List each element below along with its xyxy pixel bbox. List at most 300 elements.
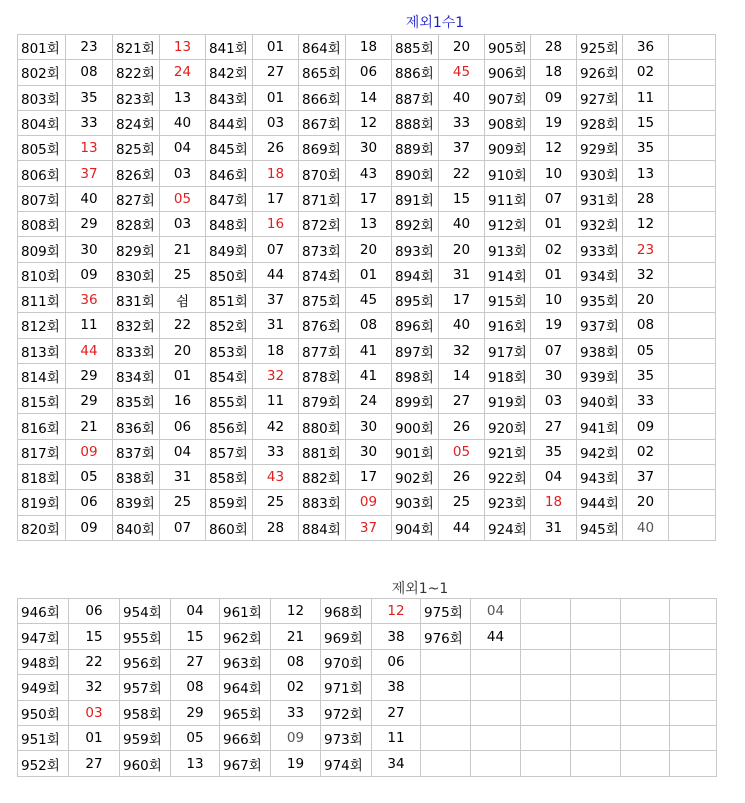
draw-round — [421, 649, 471, 674]
draw-number: 25 — [160, 262, 206, 287]
draw-number: 37 — [346, 515, 392, 540]
draw-round: 914회 — [485, 262, 531, 287]
draw-number: 15 — [171, 624, 220, 649]
draw-number: 23 — [66, 35, 113, 60]
draw-round: 874회 — [299, 262, 346, 287]
draw-number: 29 — [66, 363, 113, 388]
draw-number: 08 — [66, 60, 113, 85]
draw-round: 972회 — [321, 700, 372, 725]
draw-number: 04 — [471, 599, 521, 624]
draw-round: 890회 — [392, 161, 439, 186]
draw-round: 854회 — [206, 363, 253, 388]
draw-round — [521, 649, 571, 674]
draw-round: 947회 — [18, 624, 69, 649]
table-row — [18, 439, 716, 464]
draw-round — [421, 751, 471, 776]
empty-cell — [669, 465, 716, 490]
draw-number: 09 — [271, 725, 321, 750]
draw-number: 37 — [66, 161, 113, 186]
draw-round: 919회 — [485, 389, 531, 414]
draw-round: 832회 — [113, 313, 160, 338]
draw-number: 13 — [160, 85, 206, 110]
draw-round: 816회 — [18, 414, 66, 439]
draw-number: 03 — [531, 389, 577, 414]
draw-number: 35 — [623, 363, 669, 388]
draw-number: 15 — [623, 110, 669, 135]
draw-number: 01 — [346, 262, 392, 287]
draw-number: 31 — [439, 262, 485, 287]
draw-number: 02 — [531, 237, 577, 262]
draw-number: 35 — [531, 439, 577, 464]
draw-round: 933회 — [577, 237, 623, 262]
draw-round: 821회 — [113, 35, 160, 60]
empty-cell — [669, 60, 716, 85]
draw-round: 846회 — [206, 161, 253, 186]
draw-round: 917회 — [485, 338, 531, 363]
draw-number — [670, 751, 717, 776]
draw-round: 951회 — [18, 725, 69, 750]
draw-round: 967회 — [220, 751, 271, 776]
draw-round: 892회 — [392, 212, 439, 237]
draw-number: 32 — [623, 262, 669, 287]
draw-number: 01 — [253, 85, 299, 110]
draw-round: 804회 — [18, 110, 66, 135]
draw-number: 37 — [253, 287, 299, 312]
draw-round: 930회 — [577, 161, 623, 186]
draw-round: 827회 — [113, 186, 160, 211]
draw-number: 11 — [253, 389, 299, 414]
draw-round: 976회 — [421, 624, 471, 649]
draw-round: 817회 — [18, 439, 66, 464]
draw-number: 01 — [531, 262, 577, 287]
draw-round: 822회 — [113, 60, 160, 85]
draw-round: 955회 — [120, 624, 171, 649]
draw-round: 938회 — [577, 338, 623, 363]
draw-number: 16 — [253, 212, 299, 237]
draw-round — [521, 751, 571, 776]
draw-round: 848회 — [206, 212, 253, 237]
draw-number — [571, 700, 621, 725]
draw-round — [621, 599, 670, 624]
draw-number: 05 — [66, 465, 113, 490]
draw-number: 13 — [160, 35, 206, 60]
draw-number: 03 — [160, 161, 206, 186]
draw-round: 850회 — [206, 262, 253, 287]
draw-round: 866회 — [299, 85, 346, 110]
draw-round: 956회 — [120, 649, 171, 674]
draw-round: 910회 — [485, 161, 531, 186]
draw-number: 31 — [160, 465, 206, 490]
draw-number: 02 — [623, 439, 669, 464]
draw-number — [571, 649, 621, 674]
draw-round: 908회 — [485, 110, 531, 135]
draw-round: 823회 — [113, 85, 160, 110]
draw-round: 915회 — [485, 287, 531, 312]
draw-round: 962회 — [220, 624, 271, 649]
draw-round: 875회 — [299, 287, 346, 312]
draw-number: 11 — [66, 313, 113, 338]
draw-round: 844회 — [206, 110, 253, 135]
draw-number: 24 — [346, 389, 392, 414]
draw-round: 942회 — [577, 439, 623, 464]
draw-round: 968회 — [321, 599, 372, 624]
draw-round: 940회 — [577, 389, 623, 414]
draw-round: 843회 — [206, 85, 253, 110]
table-row — [18, 237, 716, 262]
draw-round: 842회 — [206, 60, 253, 85]
draw-round: 879회 — [299, 389, 346, 414]
draw-number: 01 — [69, 725, 120, 750]
table-row — [18, 465, 716, 490]
draw-number: 26 — [253, 136, 299, 161]
draw-round: 887회 — [392, 85, 439, 110]
draw-round: 941회 — [577, 414, 623, 439]
draw-number: 12 — [271, 599, 321, 624]
draw-round: 900회 — [392, 414, 439, 439]
draw-round: 901회 — [392, 439, 439, 464]
draw-number: 30 — [346, 439, 392, 464]
draw-number: 02 — [623, 60, 669, 85]
empty-cell — [669, 363, 716, 388]
draw-round: 834회 — [113, 363, 160, 388]
draw-round: 931회 — [577, 186, 623, 211]
draw-round: 924회 — [485, 515, 531, 540]
draw-number: 18 — [253, 338, 299, 363]
draw-number: 12 — [372, 599, 421, 624]
draw-number: 36 — [66, 287, 113, 312]
draw-round: 923회 — [485, 490, 531, 515]
draw-round: 905회 — [485, 35, 531, 60]
section2-title: 제외1~1 — [391, 581, 449, 597]
draw-number: 21 — [66, 414, 113, 439]
draw-round: 813회 — [18, 338, 66, 363]
draw-number: 07 — [531, 338, 577, 363]
draw-round: 952회 — [18, 751, 69, 776]
draw-number: 44 — [439, 515, 485, 540]
draw-round: 943회 — [577, 465, 623, 490]
draw-number: 34 — [372, 751, 421, 776]
draw-number — [471, 649, 521, 674]
draw-number: 23 — [623, 237, 669, 262]
draw-number: 33 — [66, 110, 113, 135]
draw-round: 888회 — [392, 110, 439, 135]
draw-number — [471, 675, 521, 700]
draw-round: 857회 — [206, 439, 253, 464]
draw-round: 921회 — [485, 439, 531, 464]
table-row — [18, 110, 716, 135]
draw-number: 04 — [531, 465, 577, 490]
draw-number: 40 — [66, 186, 113, 211]
empty-cell — [669, 262, 716, 287]
draw-number: 13 — [171, 751, 220, 776]
draw-number: 06 — [372, 649, 421, 674]
draw-round: 869회 — [299, 136, 346, 161]
draw-number: 16 — [160, 389, 206, 414]
table-row — [18, 136, 716, 161]
empty-cell — [669, 85, 716, 110]
draw-number: 08 — [171, 675, 220, 700]
draw-number: 27 — [69, 751, 120, 776]
draw-round: 876회 — [299, 313, 346, 338]
draw-number: 29 — [66, 212, 113, 237]
table-row — [18, 675, 717, 700]
draw-number: 35 — [623, 136, 669, 161]
draw-number: 30 — [66, 237, 113, 262]
draw-round: 898회 — [392, 363, 439, 388]
draw-number: 17 — [346, 186, 392, 211]
draw-number: 26 — [439, 465, 485, 490]
draw-round — [621, 751, 670, 776]
draw-round: 975회 — [421, 599, 471, 624]
draw-round: 802회 — [18, 60, 66, 85]
draw-number: 18 — [253, 161, 299, 186]
empty-cell — [669, 389, 716, 414]
draw-round: 957회 — [120, 675, 171, 700]
draw-round: 971회 — [321, 675, 372, 700]
draw-round: 885회 — [392, 35, 439, 60]
draw-round: 886회 — [392, 60, 439, 85]
draw-number: 22 — [69, 649, 120, 674]
draw-round: 906회 — [485, 60, 531, 85]
draw-round — [521, 599, 571, 624]
draw-number: 09 — [623, 414, 669, 439]
draw-number: 45 — [346, 287, 392, 312]
draw-round: 960회 — [120, 751, 171, 776]
draw-round: 840회 — [113, 515, 160, 540]
draw-number: 18 — [531, 490, 577, 515]
draw-round — [621, 624, 670, 649]
draw-round: 918회 — [485, 363, 531, 388]
draw-number: 08 — [346, 313, 392, 338]
draw-number: 26 — [439, 414, 485, 439]
draw-number: 20 — [160, 338, 206, 363]
draw-round: 928회 — [577, 110, 623, 135]
table-row — [18, 649, 717, 674]
draw-number: 20 — [623, 287, 669, 312]
draw-round: 950회 — [18, 700, 69, 725]
draw-number: 30 — [346, 414, 392, 439]
table-row — [18, 599, 717, 624]
draw-number: 01 — [160, 363, 206, 388]
empty-cell — [669, 237, 716, 262]
draw-number: 33 — [439, 110, 485, 135]
draw-number: 03 — [69, 700, 120, 725]
draw-round: 811회 — [18, 287, 66, 312]
draw-number: 44 — [253, 262, 299, 287]
draw-number: 04 — [160, 439, 206, 464]
draw-round: 966회 — [220, 725, 271, 750]
draw-round — [521, 624, 571, 649]
draw-round: 902회 — [392, 465, 439, 490]
empty-cell — [669, 35, 716, 60]
draw-round: 872회 — [299, 212, 346, 237]
draw-number: 36 — [623, 35, 669, 60]
draw-number: 05 — [439, 439, 485, 464]
draw-number — [571, 675, 621, 700]
draw-number — [571, 751, 621, 776]
draw-round — [621, 725, 670, 750]
table-row — [18, 287, 716, 312]
draw-round: 913회 — [485, 237, 531, 262]
empty-cell — [669, 338, 716, 363]
draw-number: 40 — [623, 515, 669, 540]
draw-round: 867회 — [299, 110, 346, 135]
empty-cell — [669, 439, 716, 464]
table-row — [18, 212, 716, 237]
draw-round: 855회 — [206, 389, 253, 414]
draw-round: 894회 — [392, 262, 439, 287]
draw-round: 839회 — [113, 490, 160, 515]
draw-number: 04 — [171, 599, 220, 624]
draw-number: 15 — [69, 624, 120, 649]
draw-round: 954회 — [120, 599, 171, 624]
draw-number: 30 — [531, 363, 577, 388]
draw-number: 41 — [346, 338, 392, 363]
table-row — [18, 338, 716, 363]
draw-round: 895회 — [392, 287, 439, 312]
table-row — [18, 85, 716, 110]
draw-number: 19 — [271, 751, 321, 776]
table-row — [18, 414, 716, 439]
draw-number — [670, 649, 717, 674]
draw-round: 926회 — [577, 60, 623, 85]
draw-round: 964회 — [220, 675, 271, 700]
draw-number: 28 — [531, 35, 577, 60]
draw-number: 42 — [253, 414, 299, 439]
draw-round: 899회 — [392, 389, 439, 414]
draw-round: 878회 — [299, 363, 346, 388]
draw-round: 948회 — [18, 649, 69, 674]
draw-number: 쉼 — [160, 287, 206, 312]
draw-round — [621, 700, 670, 725]
draw-round: 851회 — [206, 287, 253, 312]
draw-number: 27 — [171, 649, 220, 674]
draw-round: 805회 — [18, 136, 66, 161]
draw-number: 20 — [439, 35, 485, 60]
draw-round: 828회 — [113, 212, 160, 237]
draw-round: 849회 — [206, 237, 253, 262]
empty-cell — [669, 287, 716, 312]
draw-number: 17 — [439, 287, 485, 312]
draw-number: 05 — [623, 338, 669, 363]
draw-round: 946회 — [18, 599, 69, 624]
draw-number: 38 — [372, 624, 421, 649]
draw-round: 871회 — [299, 186, 346, 211]
table-row — [18, 363, 716, 388]
draw-number: 27 — [531, 414, 577, 439]
draw-round: 963회 — [220, 649, 271, 674]
draw-round: 925회 — [577, 35, 623, 60]
draw-number: 09 — [66, 515, 113, 540]
draw-number: 38 — [372, 675, 421, 700]
draw-round: 815회 — [18, 389, 66, 414]
draw-number: 18 — [346, 35, 392, 60]
draw-number: 09 — [346, 490, 392, 515]
empty-cell — [669, 161, 716, 186]
draw-number: 27 — [253, 60, 299, 85]
draw-number — [670, 675, 717, 700]
draw-number: 29 — [66, 389, 113, 414]
draw-number: 02 — [271, 675, 321, 700]
draw-number: 21 — [160, 237, 206, 262]
draw-round: 884회 — [299, 515, 346, 540]
draw-number: 17 — [253, 186, 299, 211]
draw-number: 19 — [531, 110, 577, 135]
draw-number: 12 — [623, 212, 669, 237]
draw-number: 01 — [253, 35, 299, 60]
draw-number — [471, 751, 521, 776]
draw-round — [521, 725, 571, 750]
draw-round: 897회 — [392, 338, 439, 363]
draw-round: 835회 — [113, 389, 160, 414]
table-row — [18, 389, 716, 414]
draw-round: 803회 — [18, 85, 66, 110]
draw-number: 20 — [346, 237, 392, 262]
table-row — [18, 313, 716, 338]
draw-number: 06 — [346, 60, 392, 85]
draw-number: 18 — [531, 60, 577, 85]
draw-round: 819회 — [18, 490, 66, 515]
draw-number: 10 — [531, 161, 577, 186]
draw-round: 841회 — [206, 35, 253, 60]
draw-number: 05 — [160, 186, 206, 211]
table-row — [18, 186, 716, 211]
draw-round: 922회 — [485, 465, 531, 490]
draw-round: 907회 — [485, 85, 531, 110]
table-row — [18, 700, 717, 725]
draw-number: 04 — [160, 136, 206, 161]
draw-number — [471, 725, 521, 750]
draw-number: 03 — [160, 212, 206, 237]
draw-round: 829회 — [113, 237, 160, 262]
draw-round: 845회 — [206, 136, 253, 161]
draw-number: 08 — [623, 313, 669, 338]
draw-round: 935회 — [577, 287, 623, 312]
draw-round: 833회 — [113, 338, 160, 363]
draw-round: 929회 — [577, 136, 623, 161]
draw-round — [421, 675, 471, 700]
draw-number — [571, 624, 621, 649]
draw-number — [670, 700, 717, 725]
draw-number: 44 — [471, 624, 521, 649]
draw-round: 889회 — [392, 136, 439, 161]
draw-number: 13 — [346, 212, 392, 237]
draw-number: 27 — [372, 700, 421, 725]
draw-number: 10 — [531, 287, 577, 312]
draw-number: 33 — [271, 700, 321, 725]
draw-table-1 — [17, 34, 716, 541]
draw-number: 32 — [253, 363, 299, 388]
draw-number: 09 — [66, 262, 113, 287]
draw-round: 896회 — [392, 313, 439, 338]
draw-round: 932회 — [577, 212, 623, 237]
empty-cell — [669, 490, 716, 515]
draw-number: 13 — [623, 161, 669, 186]
draw-number: 25 — [160, 490, 206, 515]
draw-round: 808회 — [18, 212, 66, 237]
empty-cell — [669, 515, 716, 540]
draw-number: 37 — [439, 136, 485, 161]
draw-number: 01 — [531, 212, 577, 237]
draw-round: 847회 — [206, 186, 253, 211]
draw-number: 07 — [160, 515, 206, 540]
draw-round: 852회 — [206, 313, 253, 338]
draw-round: 891회 — [392, 186, 439, 211]
draw-round: 865회 — [299, 60, 346, 85]
draw-number: 14 — [346, 85, 392, 110]
draw-round: 949회 — [18, 675, 69, 700]
draw-number: 24 — [160, 60, 206, 85]
